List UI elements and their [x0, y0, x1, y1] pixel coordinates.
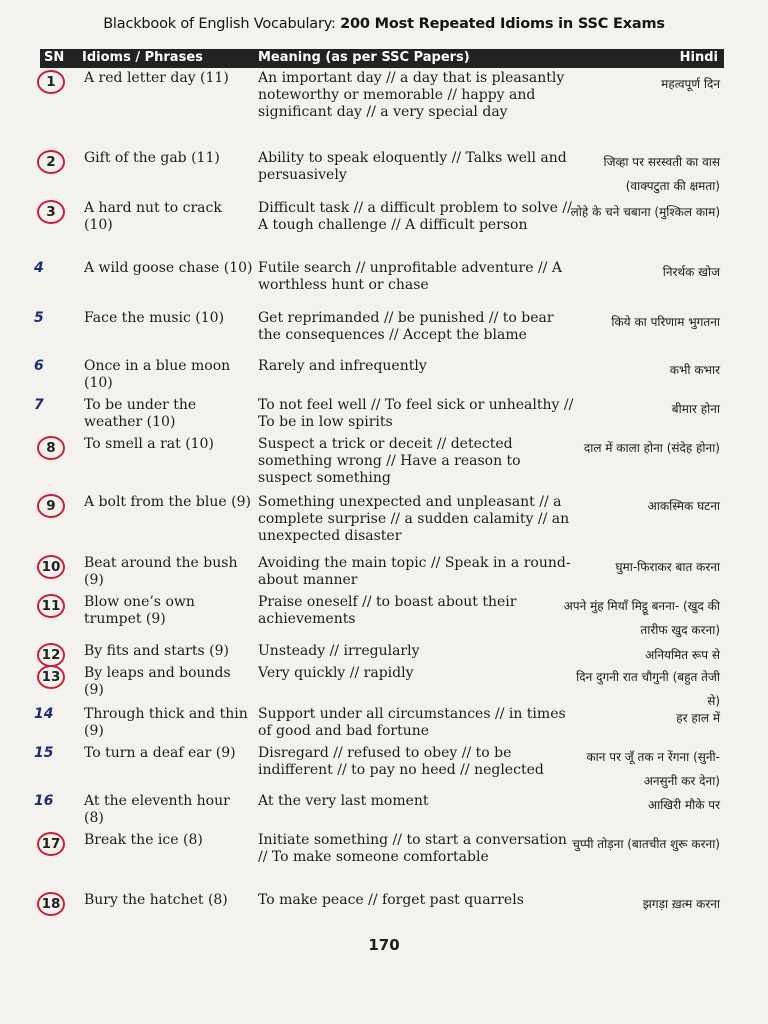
row-serial-number: [34, 555, 70, 581]
row-serial-number: [34, 436, 70, 462]
circled-number: 12: [37, 643, 65, 667]
table-header: [40, 49, 724, 68]
circled-number: 3: [37, 200, 65, 224]
row-serial-number: [34, 494, 70, 520]
idiom-text: Blow one’s own trumpet (9): [84, 594, 195, 627]
checkmark-number: 16: [34, 793, 54, 809]
row-serial-number: [34, 832, 70, 858]
hindi-translation: जिव्हा पर सरस्वती का वास (वाक्पटुता की क्षमता): [603, 155, 720, 193]
meaning-text: Praise oneself // to boast about their achievements: [258, 594, 517, 627]
meaning-text: Get reprimanded // be punished // to bear the consequences // Accept the blame: [258, 310, 554, 343]
circled-number: 2: [37, 150, 65, 174]
hindi-translation: महत्वपूर्ण दिन: [661, 77, 720, 91]
row-serial-number: [34, 665, 70, 691]
hindi-translation: हर हाल में: [676, 711, 720, 725]
hindi-translation: बीमार होना: [671, 402, 720, 416]
circled-number: 1: [37, 70, 65, 94]
row-serial-number: [34, 892, 70, 918]
circled-number: 11: [37, 594, 65, 618]
meaning-text: To make peace // forget past quarrels: [258, 892, 524, 908]
row-serial-number: [34, 310, 70, 336]
row-serial-number: [34, 200, 70, 226]
circled-number: 18: [37, 892, 65, 916]
meaning-text: Ability to speak eloquently // Talks well and persuasively: [258, 150, 567, 183]
checkmark-number: 5: [34, 310, 44, 326]
checkmark-number: 4: [34, 260, 44, 276]
title-bold: 200 Most Repeated Idioms in SSC Exams: [340, 16, 665, 32]
row-serial-number: [34, 260, 70, 286]
idiom-text: Face the music (10): [84, 310, 225, 326]
meaning-text: To not feel well // To feel sick or unhealthy // To be in low spirits: [258, 397, 574, 430]
hindi-translation: चुप्पी तोड़ना (बातचीत शुरू करना): [572, 837, 720, 851]
row-serial-number: [34, 397, 70, 423]
hindi-translation: दिन दुगनी रात चौगुनी (बहुत तेजी से): [576, 670, 720, 708]
circled-number: 13: [37, 665, 65, 689]
hindi-translation: कान पर जूँ तक न रेंगना (सुनी-अनसुनी कर देना): [586, 750, 720, 788]
idiom-text: Gift of the gab (11): [84, 150, 220, 166]
checkmark-number: 14: [34, 706, 54, 722]
meaning-text: Avoiding the main topic // Speak in a round-about manner: [258, 555, 571, 588]
meaning-text: Suspect a trick or deceit // detected something wrong // Have a reason to suspect something: [258, 436, 521, 486]
circled-number: 8: [37, 436, 65, 460]
idiom-text: To be under the weather (10): [84, 397, 197, 430]
idiom-text: Break the ice (8): [84, 832, 203, 848]
idiom-text: To smell a rat (10): [84, 436, 214, 452]
meaning-text: Unsteady // irregularly: [258, 643, 420, 659]
idiom-text: To turn a deaf ear (9): [84, 745, 236, 761]
checkmark-number: 6: [34, 358, 44, 374]
idiom-text: By fits and starts (9): [84, 643, 229, 659]
idiom-text: Once in a blue moon (10): [84, 358, 231, 391]
idiom-text: By leaps and bounds (9): [84, 665, 231, 698]
meaning-text: Difficult task // a difficult problem to solve // A tough challenge // A difficult person: [258, 200, 572, 233]
row-serial-number: [34, 150, 70, 176]
meaning-text: Futile search // unprofitable adventure // A worthless hunt or chase: [258, 260, 562, 293]
checkmark-number: 15: [34, 745, 54, 761]
row-serial-number: [34, 793, 70, 819]
meaning-text: An important day // a day that is pleasantly noteworthy or memorable // happy and significant day // a very special day: [258, 70, 565, 120]
idiom-text: A wild goose chase (10): [84, 260, 253, 276]
column-header-hindi: Hindi: [679, 50, 718, 65]
title-prefix: Blackbook of English Vocabulary:: [103, 16, 341, 32]
meaning-text: Initiate something // to start a conversation // To make someone comfortable: [258, 832, 567, 865]
idiom-text: Beat around the bush (9): [84, 555, 238, 588]
page-title: [0, 16, 768, 32]
row-serial-number: [34, 706, 70, 732]
hindi-translation: घुमा-फिराकर बात करना: [615, 560, 720, 574]
column-header-meaning: Meaning (as per SSC Papers): [258, 50, 470, 65]
meaning-text: Something unexpected and unpleasant // a complete surprise // a sudden calamity // an unexpected disaster: [258, 494, 570, 544]
hindi-translation: अनियमित रूप से: [645, 648, 720, 662]
row-serial-number: [34, 594, 70, 620]
meaning-text: Disregard // refused to obey // to be indifferent // to pay no heed // neglected: [258, 745, 544, 778]
circled-number: 17: [37, 832, 65, 856]
idiom-text: A red letter day (11): [84, 70, 229, 86]
hindi-translation: आखिरी मौके पर: [647, 798, 720, 812]
page-number: 170: [368, 936, 400, 954]
hindi-translation: दाल में काला होना (संदेह होना): [583, 441, 720, 455]
row-serial-number: [34, 745, 70, 771]
hindi-translation: कभी कभार: [669, 363, 720, 377]
meaning-text: Rarely and infrequently: [258, 358, 427, 374]
circled-number: 10: [37, 555, 65, 579]
checkmark-number: 7: [34, 397, 44, 413]
meaning-text: At the very last moment: [258, 793, 429, 809]
idiom-text: Bury the hatchet (8): [84, 892, 228, 908]
column-header-sn: SN: [44, 50, 65, 65]
idiom-text: A hard nut to crack (10): [84, 200, 222, 233]
row-serial-number: [34, 358, 70, 384]
meaning-text: Very quickly // rapidly: [258, 665, 414, 681]
hindi-translation: आकस्मिक घटना: [647, 499, 720, 513]
column-header-idiom: Idioms / Phrases: [82, 50, 203, 65]
idiom-text: At the eleventh hour (8): [84, 793, 230, 826]
idiom-text: Through thick and thin (9): [84, 706, 248, 739]
circled-number: 9: [37, 494, 65, 518]
row-serial-number: [34, 70, 70, 96]
idiom-text: A bolt from the blue (9): [84, 494, 251, 510]
hindi-translation: लोहे के चने चबाना (मुश्किल काम): [570, 205, 720, 219]
hindi-translation: निरर्थक खोज: [662, 265, 720, 279]
meaning-text: Support under all circumstances // in times of good and bad fortune: [258, 706, 566, 739]
hindi-translation: अपने मुंह मियाँ मिट्ठू बनना- (खुद की तारीफ खुद करना): [563, 599, 720, 637]
hindi-translation: किये का परिणाम भुगतना: [611, 315, 720, 329]
hindi-translation: झगड़ा ख़त्म करना: [642, 897, 720, 911]
